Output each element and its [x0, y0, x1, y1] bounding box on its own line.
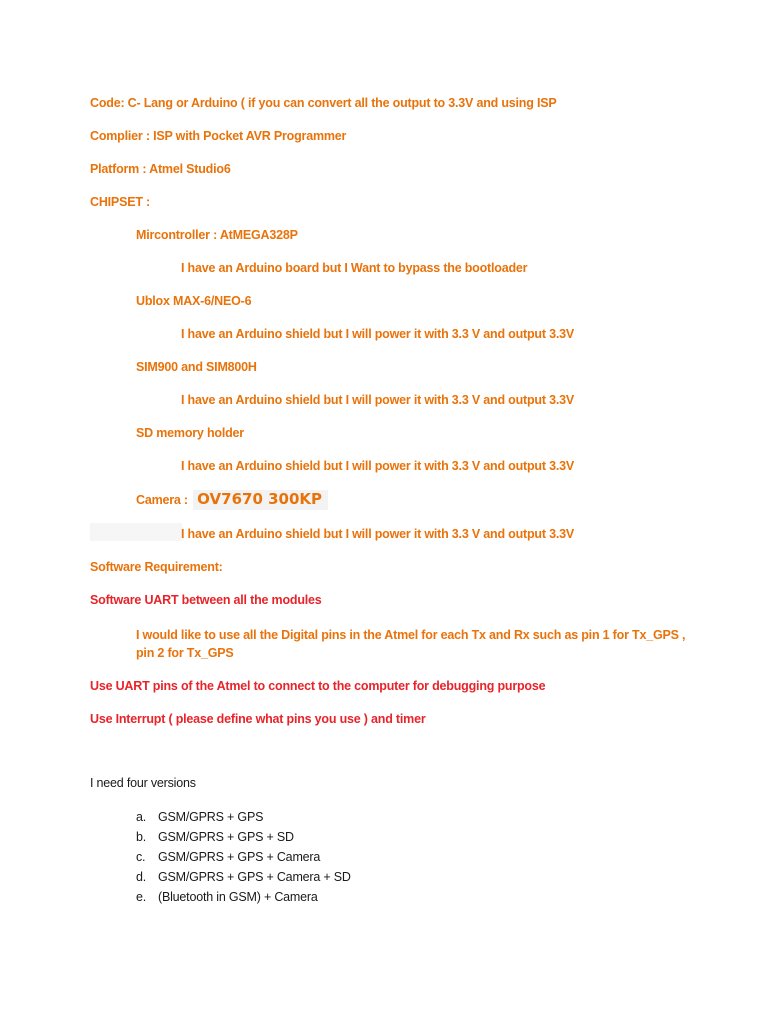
list-item: [136, 889, 351, 909]
sim-line: SIM900 and SIM800H: [136, 360, 257, 374]
chipset-heading: CHIPSET :: [90, 195, 151, 209]
software-uart-line: Software UART between all the modules: [90, 593, 322, 607]
versions-intro: I need four versions: [90, 776, 196, 790]
camera-line: [136, 490, 328, 510]
list-marker: a.: [136, 810, 147, 824]
list-item-text: GSM/GPRS + GPS: [158, 810, 264, 824]
list-item-text: GSM/GPRS + GPS + Camera: [158, 850, 321, 864]
ublox-line: Ublox MAX-6/NEO-6: [136, 294, 252, 308]
camera-model: OV7670 300KP: [193, 490, 328, 510]
list-marker: b.: [136, 830, 147, 844]
list-item: [136, 809, 351, 829]
list-item-text: (Bluetooth in GSM) + Camera: [158, 890, 318, 904]
list-marker: d.: [136, 870, 147, 884]
software-requirement-heading: Software Requirement:: [90, 560, 223, 574]
digital-pins-line-2: pin 2 for Tx_GPS: [136, 646, 234, 660]
list-item: [136, 869, 351, 889]
code-line: Code: C- Lang or Arduino ( if you can convert all the output to 3.3V and using ISP: [90, 96, 557, 110]
versions-list: [136, 809, 351, 909]
uart-pins-line: Use UART pins of the Atmel to connect to the computer for debugging purpose: [90, 679, 546, 693]
microcontroller-line: Mircontroller : AtMEGA328P: [136, 228, 298, 242]
platform-line: Platform : Atmel Studio6: [90, 162, 231, 176]
interrupt-line: Use Interrupt ( please define what pins you use ) and timer: [90, 712, 426, 726]
microcontroller-note: I have an Arduino board but I Want to bypass the bootloader: [181, 261, 528, 275]
camera-note: I have an Arduino shield but I will power it with 3.3 V and output 3.3V: [181, 527, 575, 541]
camera-label: Camera :: [136, 493, 192, 507]
list-item-text: GSM/GPRS + GPS + SD: [158, 830, 294, 844]
list-item-text: GSM/GPRS + GPS + Camera + SD: [158, 870, 351, 884]
digital-pins-line-1: I would like to use all the Digital pins in the Atmel for each Tx and Rx such as pin 1 for Tx_GPS ,: [136, 628, 686, 642]
shaded-indent-block: [90, 523, 182, 541]
ublox-note: I have an Arduino shield but I will power it with 3.3 V and output 3.3V: [181, 327, 575, 341]
list-item: [136, 829, 351, 849]
compiler-line: Complier : ISP with Pocket AVR Programmer: [90, 129, 347, 143]
sd-line: SD memory holder: [136, 426, 244, 440]
sim-note: I have an Arduino shield but I will power it with 3.3 V and output 3.3V: [181, 393, 575, 407]
list-item: [136, 849, 351, 869]
list-marker: c.: [136, 850, 146, 864]
list-marker: e.: [136, 890, 147, 904]
sd-note: I have an Arduino shield but I will power it with 3.3 V and output 3.3V: [181, 459, 575, 473]
